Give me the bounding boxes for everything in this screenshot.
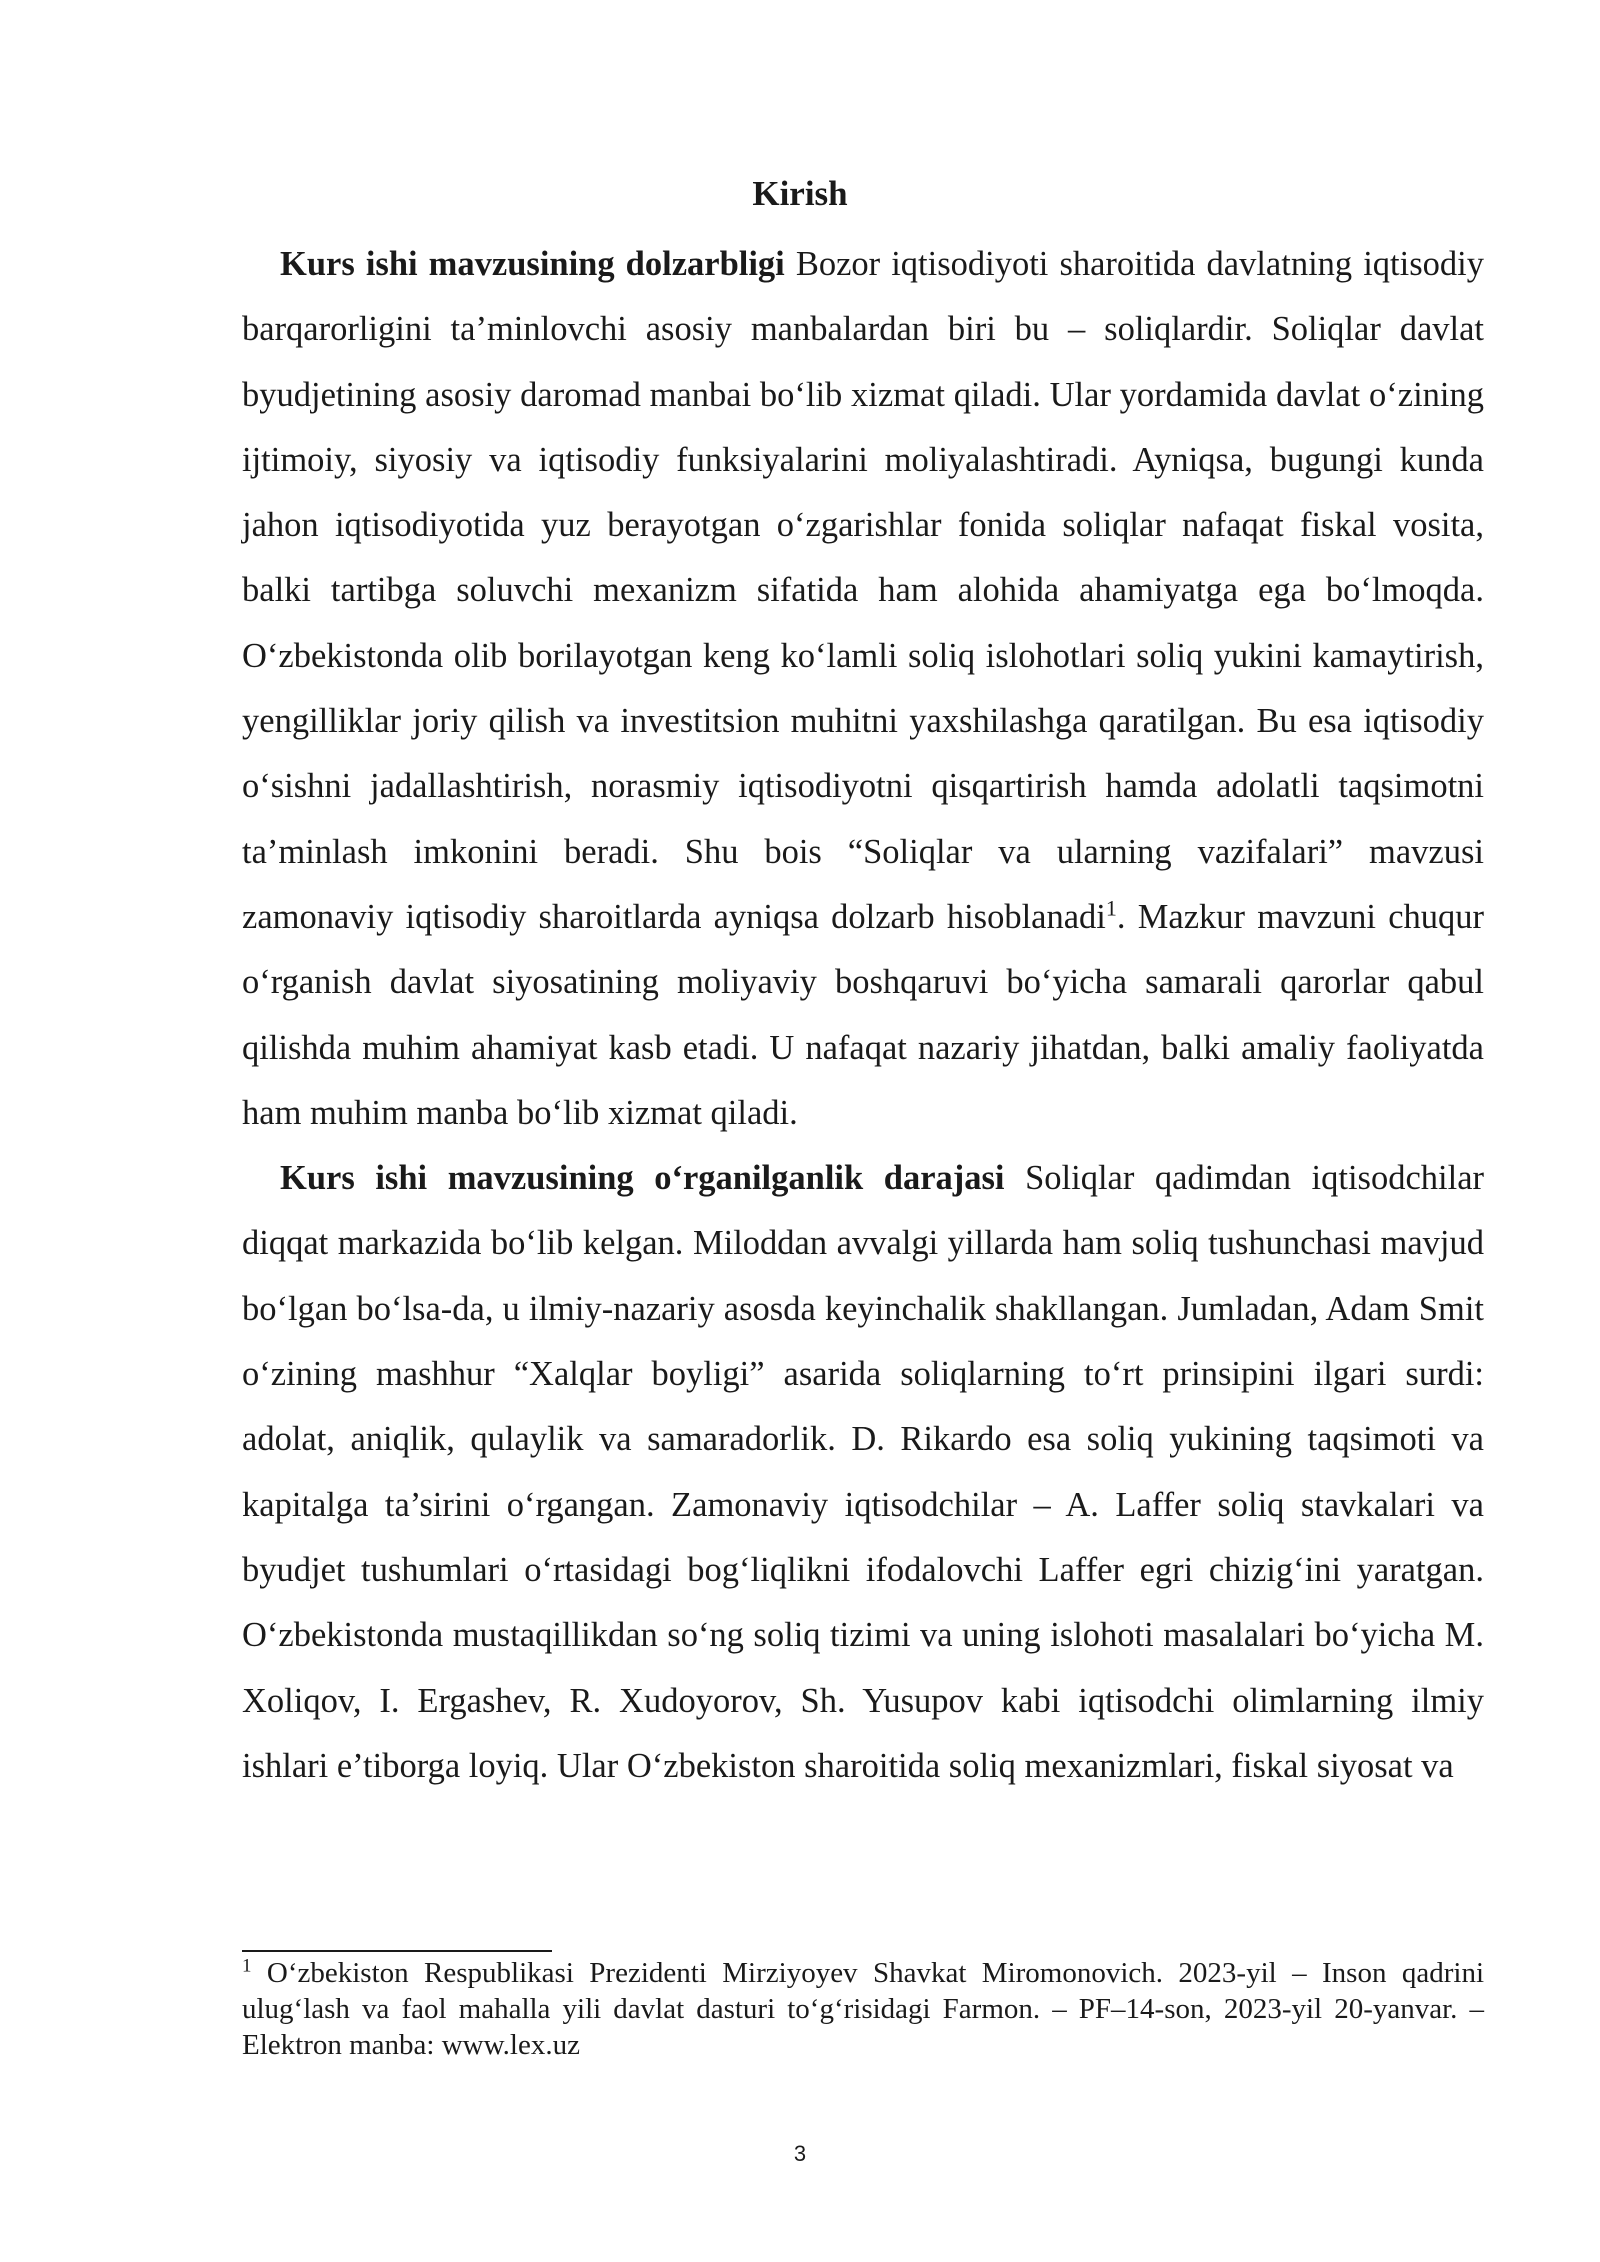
body-text	[242, 232, 1484, 1799]
paragraph-text-continued: . Mazkur mavzuni chuqur o‘rganish davlat siyosatining moliyaviy boshqaruvi bo‘yicha samarali qarorlar qabul qilishda muhim ahamiyat kasb etadi. U nafaqat nazariy jihatdan, balki amaliy faoliyatda ham muhim manba bo‘lib xizmat qiladi.	[242, 897, 1484, 1132]
paragraph-relevance	[242, 232, 1484, 1146]
footnote-text: O‘zbekiston Respublikasi Prezidenti Mirziyoyev Shavkat Miromonovich. 2023-yil – Inson qadrini ulug‘lash va faol mahalla yili davlat dasturi to‘g‘risidagi Farmon. – PF–14-son, 2023-yil 20-yanvar. – Elektron manba: www.lex.uz	[242, 1957, 1485, 2061]
paragraph-text: Soliqlar qadimdan iqtisodchilar diqqat markazida bo‘lib kelgan. Miloddan avvalgi yillarda ham soliq tushunchasi mavjud bo‘lgan bo‘lsa-da, u ilmiy-nazariy asosda keyinchalik shakllangan. Jumladan, Adam Smit o‘zining mashhur “Xalqlar boyligi” asarida soliqlarning to‘rt prinsipini ilgari surdi: adolat, aniqlik, qulaylik va samaradorlik. D. Rikardo esa soliq yukining taqsimoti va kapitalga ta’sirini o‘rgangan. Zamonaviy iqtisodchilar – A. Laffer soliq stavkalari va byudjet tushumlari o‘rtasidagi bog‘liqlikni ifodalovchi Laffer egri chizig‘ini yaratgan. O‘zbekistonda mustaqillikdan so‘ng soliq tizimi va uning islohoti masalalari bo‘yicha M. Xoliqov, I. Ergashev, R. Xudoyorov, Sh. Yusupov kabi iqtisodchi olimlarning ilmiy ishlari e’tiborga loyiq. Ular O‘zbekiston sharoitida soliq mexanizmlari, fiskal siyosat va	[242, 1159, 1484, 1785]
paragraph-lead: Kurs ishi mavzusining dolzarbligi	[280, 245, 785, 283]
footnote-separator	[242, 1950, 552, 1952]
paragraph-study-degree	[242, 1146, 1484, 1799]
paragraph-text: Bozor iqtisodiyoti sharoitida davlatning iqtisodiy barqarorligini ta’minlovchi asosiy manbalardan biri bu – soliqlardir. Soliqlar davlat byudjetining asosiy daromad manbai bo‘lib xizmat qiladi. Ular yordamida davlat o‘zining ijtimoiy, siyosiy va iqtisodiy funksiyalarini moliyalashtiradi. Ayniqsa, bugungi kunda jahon iqtisodiyotida yuz berayotgan o‘zgarishlar fonida soliqlar nafaqat fiskal vosita, balki tartibga soluvchi mexanizm sifatida ham alohida ahamiyatga ega bo‘lmoqda. O‘zbekistonda olib borilayotgan keng ko‘lamli soliq islohotlari soliq yukini kamaytirish, yengilliklar joriy qilish va investitsion muhitni yaxshilashga qaratilgan. Bu esa iqtisodiy o‘sishni jadallashtirish, norasmiy iqtisodiyotni qisqartirish hamda adolatli taqsimotni ta’minlash imkonini beradi. Shu bois “Soliqlar va ularning vazifalari” mavzusi zamonaviy iqtisodiy sharoitlarda ayniqsa dolzarb hisoblanadi	[242, 245, 1484, 936]
paragraph-lead: Kurs ishi mavzusining o‘rganilganlik darajasi	[280, 1159, 1005, 1198]
page-number: 3	[793, 2141, 807, 2166]
footnote	[242, 1955, 1484, 2063]
section-heading: Kirish	[752, 174, 848, 213]
footnote-number: 1	[242, 1955, 252, 1977]
footnote-reference[interactable]: 1	[1105, 895, 1117, 921]
